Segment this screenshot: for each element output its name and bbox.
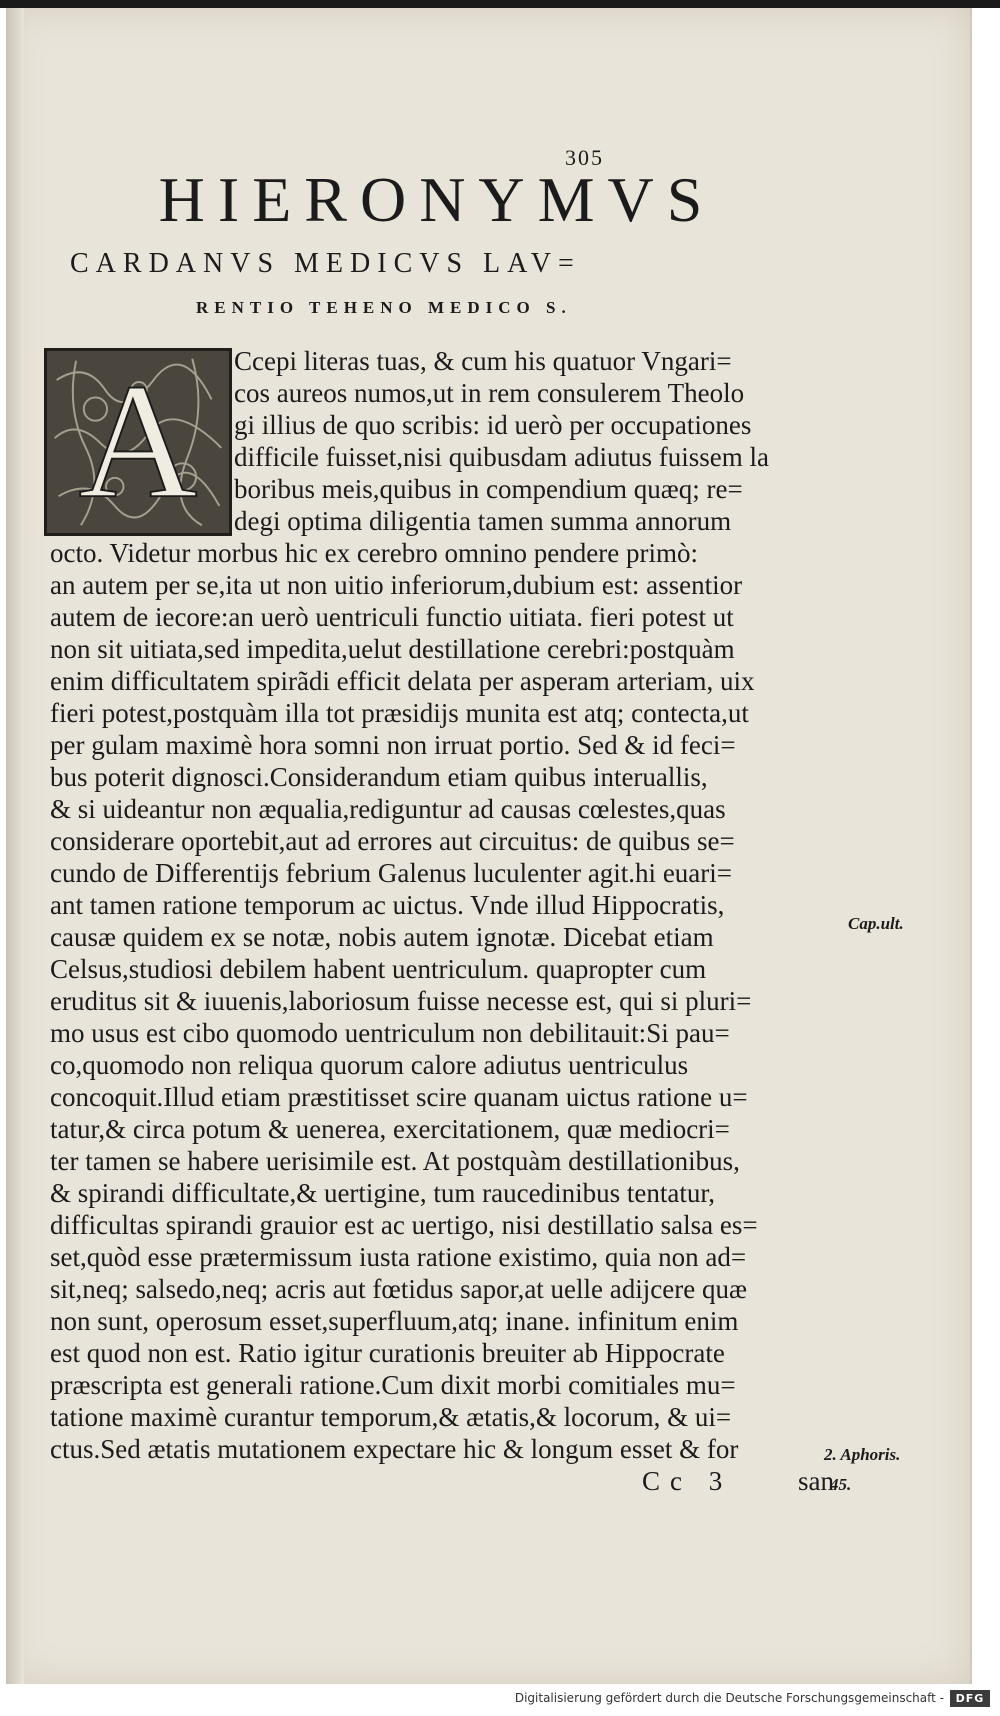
- body-line-7: octo. Videtur morbus hic ex cerebro omnino pendere primò:: [50, 538, 698, 568]
- body-line-23: co,quomodo non reliqua quorum calore adiutus uentriculus: [50, 1050, 689, 1080]
- body-line-27: & spirandi difficultate,& uertigine, tum raucedinibus tentatur,: [50, 1178, 715, 1208]
- body-line-11: enim difficultatem spirãdi efficit delata per asperam arteriam, uix: [50, 666, 755, 696]
- signature-mark: Cc 3: [642, 1466, 733, 1496]
- margin-note-cap-ult: Cap.ult.: [848, 914, 904, 933]
- body-line-17: cundo de Differentijs febrium Galenus luculenter agit.hi euari=: [50, 858, 733, 888]
- body-line-35: ctus.Sed ætatis mutationem expectare hic & longum esset & for: [50, 1434, 739, 1464]
- svg-text:A: A: [78, 351, 198, 533]
- footer-bar: [0, 1684, 1000, 1716]
- body-line-12: fieri potest,postquàm illa tot præsidijs munita est atq; contecta,ut: [50, 698, 749, 728]
- top-scan-border: [0, 0, 1000, 8]
- body-line-9: autem de iecore:an uerò uentriculi functio uitiata. fieri potest ut: [50, 602, 734, 632]
- digitization-credit: Digitalisierung gefördert durch die Deutsche Forschungsgemeinschaft -: [514, 1691, 944, 1705]
- body-line-34: tatione maximè curantur temporum,& ætatis,& locorum, & ui=: [50, 1402, 732, 1432]
- page-number: 305: [565, 145, 604, 170]
- title-sub-2: RENTIO TEHENO MEDICO S.: [196, 298, 572, 317]
- body-line-29: set,quòd esse prætermissum iusta ratione existimo, quia non ad=: [50, 1242, 747, 1272]
- body-line-24: concoquit.Illud etiam præstitisset scire quanam uictus ratione u=: [50, 1082, 748, 1112]
- margin-note-aphorism: 2. Aphoris.: [824, 1445, 901, 1464]
- body-line-4: difficile fuisset,nisi quibusdam adiutus fuissem la: [234, 442, 769, 472]
- body-line-33: præscripta est generali ratione.Cum dixit morbi comitiales mu=: [50, 1370, 736, 1400]
- body-line-15: & si uideantur non æqualia,rediguntur ad causas cœlestes,quas: [50, 794, 726, 824]
- body-line-3: gi illius de quo scribis: id uerò per occupationes: [234, 410, 752, 440]
- body-line-13: per gulam maximè hora somni non irruat portio. Sed & id feci=: [50, 730, 736, 760]
- body-line-6: degi optima diligentia tamen summa annorum: [234, 506, 732, 536]
- page-gutter: [6, 8, 24, 1684]
- body-line-5: boribus meis,quibus in compendium quæq; re=: [234, 474, 743, 504]
- title-main: HIERONYMVS: [158, 164, 716, 235]
- body-line-28: difficultas spirandi grauior est ac uertigo, nisi destillatio salsa es=: [50, 1210, 758, 1240]
- body-line-21: eruditus sit & iuuenis,laboriosum fuisse necesse est, qui si pluri=: [50, 986, 752, 1016]
- body-line-19: causæ quidem ex se notæ, nobis autem ignotæ. Dicebat etiam: [50, 922, 714, 952]
- body-line-10: non sit uitiata,sed impedita,uelut destillatione cerebri:postquàm: [50, 634, 735, 664]
- body-line-25: tatur,& circa potum & uenerea, exercitationem, quæ mediocri=: [50, 1114, 730, 1144]
- body-line-1: Ccepi literas tuas, & cum his quatuor Vngari=: [234, 346, 732, 376]
- body-line-2: cos aureos numos,ut in rem consulerem Theolo: [234, 378, 745, 408]
- margin-note-aphorism-number: 45.: [830, 1475, 852, 1494]
- title-sub: CARDANVS MEDICVS LAV=: [70, 248, 581, 279]
- body-line-16: considerare oportebit,aut ad errores aut circuitus: de quibus se=: [50, 826, 735, 856]
- body-line-26: ter tamen se habere uerisimile est. At postquàm destillationibus,: [50, 1146, 740, 1176]
- body-line-30: sit,neq; salsedo,neq; acris aut fœtidus sapor,at uelle adijcere quæ: [50, 1274, 747, 1304]
- scan-margin: [972, 8, 1000, 1684]
- body-line-14: bus poterit dignosci.Considerandum etiam quibus interuallis,: [50, 762, 708, 792]
- body-line-31: non sunt, operosum esset,superfluum,atq; inane. infinitum enim: [50, 1306, 739, 1336]
- body-line-18: ant tamen ratione temporum ac uictus. Vnde illud Hippocratis,: [50, 890, 725, 920]
- dfg-logo: DFG: [950, 1690, 990, 1707]
- decorated-initial-a: [44, 348, 232, 536]
- decorated-initial-image: [47, 351, 229, 533]
- catchword: san: [798, 1466, 834, 1496]
- body-line-32: est quod non est. Ratio igitur curationis breuiter ab Hippocrate: [50, 1338, 725, 1368]
- body-line-20: Celsus,studiosi debilem habent uentriculum. quapropter cum: [50, 954, 707, 984]
- body-line-8: an autem per se,ita ut non uitio inferiorum,dubium est: assentior: [50, 570, 743, 600]
- body-line-22: mo usus est cibo quomodo uentriculum non debilitauit:Si pau=: [50, 1018, 730, 1048]
